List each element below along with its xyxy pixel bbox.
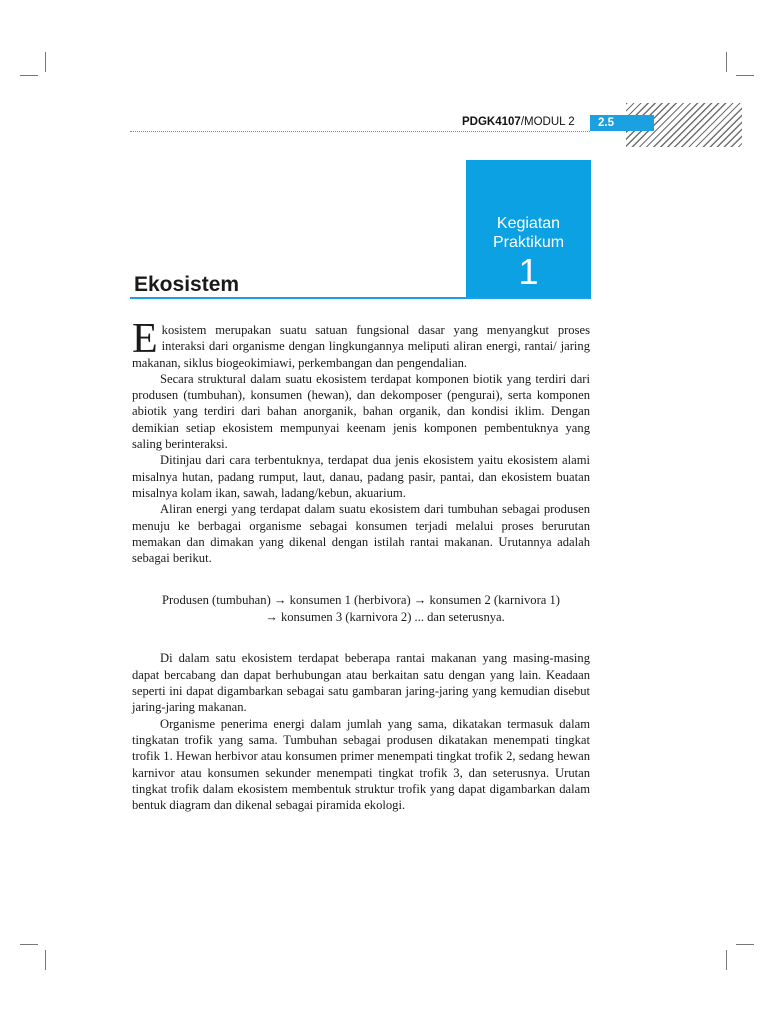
- paragraph-3: Ditinjau dari cara terbentuknya, terdapat dua jenis ekosistem yaitu ekosistem alami misalnya hutan, padang rumput, laut, danau, padang pasir, pantai, dan ekosistem buatan misalnya kolam ikan, sawah, ladang/kebun, akuarium.: [132, 453, 590, 500]
- page-number: 2.5: [590, 115, 654, 131]
- kegiatan-label: Kegiatan: [496, 215, 561, 232]
- section-title: Ekosistem: [134, 273, 240, 296]
- section-title-rule: [130, 297, 591, 299]
- paragraph-2: Secara struktural dalam suatu ekosistem terdapat komponen biotik yang terdiri dari produsen (tumbuhan), konsumen (hewan), dan dekomposer (pengurai), serta komponen abiotik yang terdiri dari bahan anorganik, bahan organik, dan kondisi iklim. Dengan demikian setiap ekosistem mempunyai keenam jenis komponen pembentuknya yang saling berinteraksi.: [132, 371, 590, 452]
- paragraph-1-text: kosistem merupakan suatu satuan fungsional dasar yang menyangkut proses interaksi dari organisme dengan lingkungannya meliputi aliran energi, rantai/ jaring makanan, siklus biogeokimiawi, perkembangan dan pengendalian.: [132, 323, 590, 370]
- drop-cap: E: [132, 316, 158, 362]
- module-label: /MODUL 2: [520, 116, 575, 128]
- crop-mark-bottom-left-h: [20, 944, 38, 945]
- food-chain-line-1: Produsen (tumbuhan) → konsumen 1 (herbivora) → konsumen 2 (karnivora 1): [161, 593, 561, 608]
- crop-mark-top-left-h: [20, 75, 38, 76]
- paragraph-4: Aliran energi yang terdapat dalam suatu ekosistem dari tumbuhan sebagai produsen menuju ke berbagai organisme sebagai konsumen terjadi melalui proses berurutan memakan dan dimakan yang dikenal dengan istilah rantai makanan. Urutannya adalah sebagai berikut.: [132, 502, 590, 566]
- paragraph-6: Organisme penerima energi dalam jumlah yang sama, dikatakan termasuk dalam tingkatan trofik yang sama. Tumbuhan sebagai produsen dikatakan menempati tingkat trofik 1. Hewan herbivor atau konsumen primer menempati tingkat trofik 2, sedang hewan karnivor atau konsumen sekunder menempati tingkat trofik 3, dan seterusnya. Urutan tingkat trofik dalam ekosistem membentuk struktur trofik yang dapat digambarkan dalam bentuk diagram dan dikenal sebagai piramida ekologi.: [132, 716, 590, 813]
- paragraph-1: [132, 316, 590, 371]
- body-text: [132, 316, 590, 813]
- paragraph-5: Di dalam satu ekosistem terdapat beberapa rantai makanan yang masing-masing dapat bercabang dan dapat berhubungan atau berkaitan satu dengan yang lain. Keadaan seperti ini dapat digambarkan sebagai satu gambaran jaring-jaring yang kemudian disebut jaring-jaring makanan.: [132, 651, 590, 715]
- food-chain-line-2: → konsumen 3 (karnivora 2) ... dan seterusnya.: [265, 610, 505, 625]
- crop-mark-bottom-left-v: [45, 950, 46, 970]
- food-chain-formula: [132, 592, 590, 626]
- kegiatan-number: 1: [518, 251, 539, 292]
- crop-mark-bottom-right-v: [726, 950, 727, 970]
- crop-mark-bottom-right-h: [736, 944, 754, 945]
- course-code: PDGK4107: [462, 116, 521, 128]
- header-course-code: [462, 114, 575, 131]
- crop-mark-top-left-v: [45, 52, 46, 72]
- header-dotted-rule: [130, 131, 590, 132]
- praktikum-label: Praktikum: [492, 234, 565, 251]
- crop-mark-top-right-v: [726, 52, 727, 72]
- kegiatan-praktikum-box: [466, 160, 591, 298]
- crop-mark-top-right-h: [736, 75, 754, 76]
